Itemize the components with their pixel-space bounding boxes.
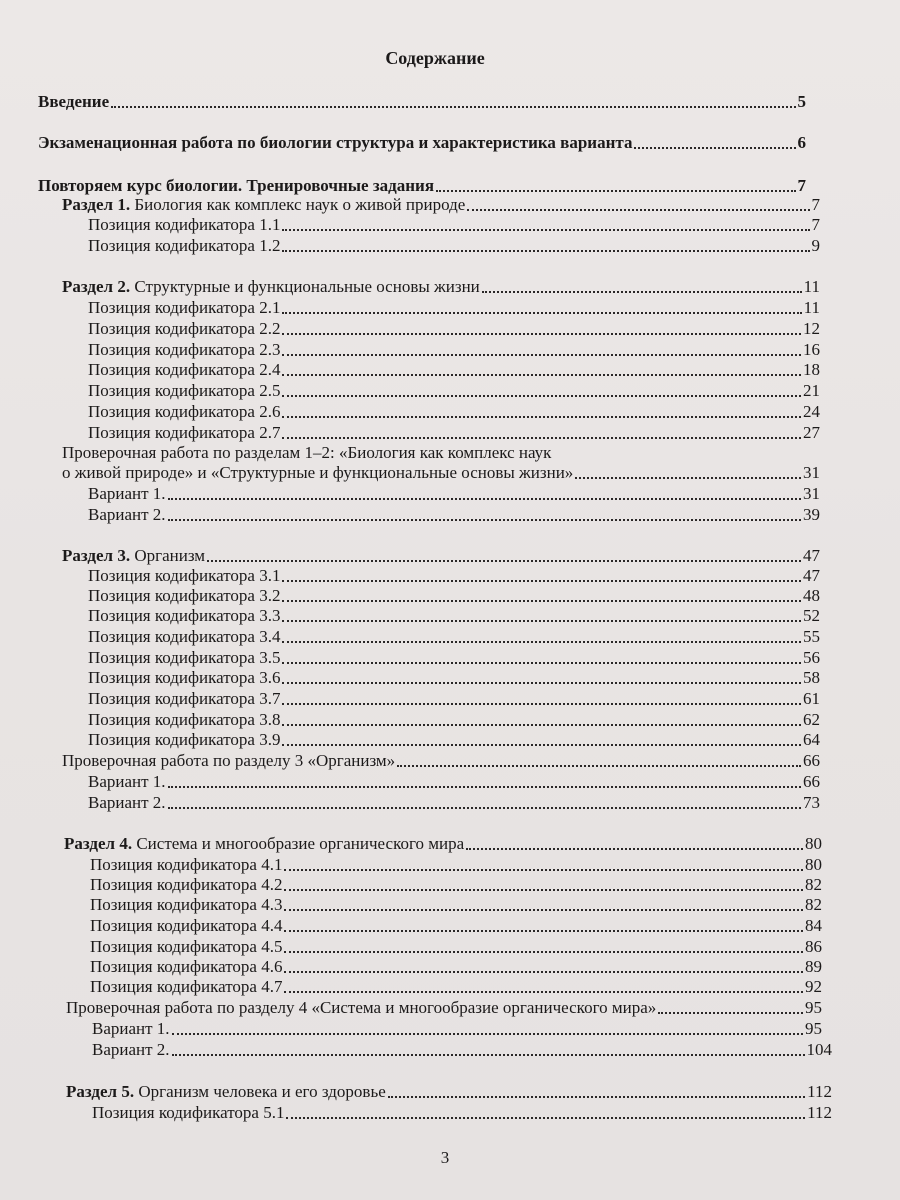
toc-page-number: 80 <box>805 855 822 874</box>
toc-page-number: 11 <box>803 298 820 317</box>
section-number: Раздел 1. <box>62 195 131 214</box>
dot-leader <box>282 229 809 231</box>
dot-leader <box>282 703 801 705</box>
toc-page-number: 82 <box>805 875 822 894</box>
toc-entry-label <box>66 1082 386 1102</box>
dot-leader <box>284 991 803 993</box>
toc-entry-text: Позиция кодификатора 4.3 <box>90 895 283 914</box>
toc-entry-label <box>90 937 282 957</box>
toc-entry <box>88 710 820 730</box>
toc-entry <box>88 730 820 750</box>
toc-page-number: 58 <box>803 668 820 687</box>
toc-entry-text: Позиция кодификатора 3.9 <box>88 730 281 749</box>
dot-leader <box>111 106 795 108</box>
dot-leader <box>388 1096 805 1098</box>
toc-page-number: 73 <box>803 793 820 812</box>
toc-entry <box>38 176 806 196</box>
toc-page-number: 31 <box>803 484 820 503</box>
toc-page-number: 92 <box>805 977 822 996</box>
toc-entry <box>90 937 822 957</box>
toc-page-number: 52 <box>803 606 820 625</box>
toc-entry <box>90 855 822 875</box>
dot-leader <box>482 291 802 293</box>
toc-page-number: 47 <box>803 566 820 585</box>
toc-entry-label <box>62 751 395 771</box>
toc-entry-text: Позиция кодификатора 3.3 <box>88 606 281 625</box>
toc-page-number: 11 <box>803 277 820 296</box>
toc-entry-text: Позиция кодификатора 3.7 <box>88 689 281 708</box>
toc-entry <box>62 443 820 463</box>
section-number: Раздел 3. <box>62 546 131 565</box>
toc-page-number: 95 <box>805 998 822 1017</box>
toc-entry-label <box>88 793 166 813</box>
dot-leader <box>282 580 801 582</box>
toc-entry-text: Экзаменационная работа по биологии структура и характеристика варианта <box>38 133 633 152</box>
toc-entry-label <box>90 875 282 895</box>
toc-entry <box>66 1082 832 1102</box>
toc-page-number: 7 <box>811 195 820 214</box>
toc-entry-text: Позиция кодификатора 4.6 <box>90 957 283 976</box>
toc-entry-label <box>62 443 551 463</box>
toc-entry <box>62 463 820 483</box>
toc-entry-label <box>62 546 205 566</box>
toc-page-number: 86 <box>805 937 822 956</box>
toc-entry <box>88 627 820 647</box>
toc-entry <box>90 895 822 915</box>
toc-entry-label <box>88 319 280 339</box>
toc-entry-label <box>92 1019 170 1039</box>
toc-entry-label <box>88 402 280 422</box>
toc-entry-label <box>88 606 280 626</box>
toc-entry-text: Позиция кодификатора 5.1 <box>92 1103 285 1122</box>
toc-page-number: 112 <box>807 1082 832 1101</box>
toc-page-number: 82 <box>805 895 822 914</box>
toc-entry-text: Вариант 2. <box>92 1040 170 1059</box>
dot-leader <box>282 395 801 397</box>
toc-entry-text: Вариант 1. <box>88 772 166 791</box>
dot-leader <box>168 498 801 500</box>
dot-leader <box>282 250 809 252</box>
toc-page-number: 56 <box>803 648 820 667</box>
toc-entry-label <box>88 627 280 647</box>
toc-entry-text: Организм <box>130 546 206 565</box>
toc-entry <box>64 834 822 854</box>
toc-entry-label <box>88 381 280 401</box>
toc-page-number: 55 <box>803 627 820 646</box>
dot-leader <box>634 147 795 149</box>
toc-entry <box>88 319 820 339</box>
toc-entry <box>88 423 820 443</box>
toc-page-number: 84 <box>805 916 822 935</box>
dot-leader <box>282 374 801 376</box>
toc-page-number: 9 <box>811 236 820 255</box>
toc-entry-label <box>90 855 282 875</box>
toc-entry-text: Вариант 1. <box>88 484 166 503</box>
toc-entry-label <box>64 834 464 854</box>
toc-entry-text: Позиция кодификатора 2.3 <box>88 340 281 359</box>
toc-entry-label <box>90 957 282 977</box>
dot-leader <box>282 620 801 622</box>
toc-entry-label <box>92 1040 170 1060</box>
toc-entry <box>62 546 820 566</box>
dot-leader <box>284 869 803 871</box>
toc-entry-text: Проверочная работа по разделу 3 «Организм» <box>62 751 396 770</box>
toc-entry-label <box>88 648 280 668</box>
toc-entry <box>88 505 820 525</box>
toc-page-number: 89 <box>805 957 822 976</box>
toc-entry-text: Позиция кодификатора 3.6 <box>88 668 281 687</box>
toc-entry-text: Позиция кодификатора 2.1 <box>88 298 281 317</box>
dot-leader <box>284 930 803 932</box>
dot-leader <box>282 312 801 314</box>
toc-entry-text: Позиция кодификатора 3.4 <box>88 627 281 646</box>
dot-leader <box>172 1033 803 1035</box>
toc-page-number: 7 <box>811 215 820 234</box>
dot-leader <box>282 641 801 643</box>
toc-entry <box>88 236 820 256</box>
toc-entry-text: Позиция кодификатора 4.2 <box>90 875 283 894</box>
toc-entry <box>62 751 820 771</box>
dot-leader <box>466 848 803 850</box>
toc-page-number: 16 <box>803 340 820 359</box>
toc-entry-label <box>62 195 465 215</box>
toc-entry-text: Позиция кодификатора 2.4 <box>88 360 281 379</box>
toc-entry-label <box>38 92 109 112</box>
toc-page-number: 6 <box>797 133 806 152</box>
section-number: Раздел 2. <box>62 277 131 296</box>
toc-entry-text: Вариант 1. <box>92 1019 170 1038</box>
toc-entry-text: Позиция кодификатора 1.2 <box>88 236 281 255</box>
toc-entry <box>88 668 820 688</box>
section-number: Раздел 4. <box>64 834 133 853</box>
toc-entry-label <box>88 423 280 443</box>
dot-leader <box>575 477 801 479</box>
dot-leader <box>284 971 803 973</box>
toc-entry <box>88 402 820 422</box>
toc-page-number: 12 <box>803 319 820 338</box>
toc-entry <box>88 689 820 709</box>
toc-entry-text: Вариант 2. <box>88 793 166 812</box>
toc-entry <box>90 916 822 936</box>
toc-entry-text: Проверочная работа по разделам 1–2: «Биология как комплекс наук <box>62 443 552 462</box>
toc-page-number: 5 <box>797 92 806 111</box>
dot-leader <box>282 662 801 664</box>
dot-leader <box>207 560 801 562</box>
toc-entry-text: Вариант 2. <box>88 505 166 524</box>
dot-leader <box>282 437 801 439</box>
toc-entry-label <box>38 176 434 196</box>
toc-entry-text: Позиция кодификатора 2.2 <box>88 319 281 338</box>
toc-entry <box>90 957 822 977</box>
dot-leader <box>467 209 809 211</box>
toc-page-number: 95 <box>805 1019 822 1038</box>
toc-page-number: 21 <box>803 381 820 400</box>
dot-leader <box>284 951 803 953</box>
toc-entry-text: Система и многообразие органического мира <box>132 834 465 853</box>
toc-entry-text: Позиция кодификатора 2.5 <box>88 381 281 400</box>
toc-entry-label <box>62 277 480 297</box>
toc-entry-text: Позиция кодификатора 1.1 <box>88 215 281 234</box>
toc-entry <box>90 977 822 997</box>
section-number: Раздел 5. <box>66 1082 135 1101</box>
toc-entry <box>92 1019 822 1039</box>
toc-entry-text: Структурные и функциональные основы жизни <box>130 277 480 296</box>
toc-entry-label <box>90 895 282 915</box>
toc-entry-text: Позиция кодификатора 4.5 <box>90 937 283 956</box>
toc-page-number: 66 <box>803 751 820 770</box>
toc-entry-label <box>66 998 656 1018</box>
toc-entry <box>88 360 820 380</box>
toc-page-number: 31 <box>803 463 820 482</box>
dot-leader <box>172 1054 805 1056</box>
toc-page-number: 64 <box>803 730 820 749</box>
toc-entry <box>88 566 820 586</box>
toc-entry-label <box>88 360 280 380</box>
toc-entry <box>88 215 820 235</box>
dot-leader <box>282 682 801 684</box>
toc-entry <box>88 298 820 318</box>
dot-leader <box>168 519 801 521</box>
dot-leader <box>168 786 801 788</box>
toc-entry-label <box>62 463 573 483</box>
dot-leader <box>282 600 801 602</box>
toc-entry <box>88 381 820 401</box>
dot-leader <box>282 744 801 746</box>
toc-page-number: 18 <box>803 360 820 379</box>
toc-entry-text: Позиция кодификатора 4.4 <box>90 916 283 935</box>
dot-leader <box>436 190 795 192</box>
toc-entry <box>62 277 820 297</box>
toc-entry-label <box>88 484 166 504</box>
toc-entry-text: Организм человека и его здоровье <box>134 1082 386 1101</box>
toc-entry-text: Позиция кодификатора 4.7 <box>90 977 283 996</box>
toc-entry-text: Позиция кодификатора 3.1 <box>88 566 281 585</box>
toc-entry-text: Биология как комплекс наук о живой природе <box>130 195 466 214</box>
toc-entry-label <box>88 566 280 586</box>
toc-entry <box>88 340 820 360</box>
toc-page-number: 62 <box>803 710 820 729</box>
toc-entry <box>88 772 820 792</box>
toc-page-number: 66 <box>803 772 820 791</box>
toc-entry <box>92 1103 832 1123</box>
toc-entry-label <box>88 730 280 750</box>
dot-leader <box>282 416 801 418</box>
toc-entry-text: Позиция кодификатора 3.5 <box>88 648 281 667</box>
dot-leader <box>168 807 801 809</box>
toc-entry-label <box>92 1103 284 1123</box>
toc-entry-text: Позиция кодификатора 2.7 <box>88 423 281 442</box>
toc-page-number: 80 <box>805 834 822 853</box>
toc-entry-label <box>88 668 280 688</box>
toc-entry <box>88 586 820 606</box>
toc-entry <box>38 92 806 112</box>
toc-entry <box>88 793 820 813</box>
toc-entry <box>62 195 820 215</box>
toc-entry <box>38 133 806 153</box>
page-number: 3 <box>440 1148 450 1167</box>
dot-leader <box>284 889 803 891</box>
toc-entry-label <box>88 772 166 792</box>
toc-page-number: 61 <box>803 689 820 708</box>
toc-entry <box>88 606 820 626</box>
toc-entry-label <box>88 298 280 318</box>
toc-entry-label <box>88 689 280 709</box>
toc-entry-label <box>88 586 280 606</box>
toc-page-number: 24 <box>803 402 820 421</box>
toc-entry-label <box>88 710 280 730</box>
toc-page-number: 112 <box>807 1103 832 1122</box>
dot-leader <box>282 333 801 335</box>
toc-page-number: 39 <box>803 505 820 524</box>
toc-page-number: 104 <box>806 1040 832 1059</box>
toc-page-number: 7 <box>797 176 806 195</box>
dot-leader <box>658 1012 803 1014</box>
toc-entry-label <box>90 916 282 936</box>
toc-entry <box>90 875 822 895</box>
toc-entry-label <box>88 340 280 360</box>
toc-entry <box>66 998 822 1018</box>
toc-entry <box>88 648 820 668</box>
toc-entry-text: Проверочная работа по разделу 4 «Система и многообразие органического мира» <box>66 998 657 1017</box>
toc-entry-text: Позиция кодификатора 2.6 <box>88 402 281 421</box>
dot-leader <box>397 765 801 767</box>
toc-entry-label <box>88 215 280 235</box>
toc-entry <box>88 484 820 504</box>
toc-entry <box>92 1040 832 1060</box>
page-title: Содержание <box>385 48 485 68</box>
toc-entry-label <box>90 977 282 997</box>
toc-page-number: 47 <box>803 546 820 565</box>
toc-entry-text: Позиция кодификатора 3.2 <box>88 586 281 605</box>
toc-entry-text: о живой природе» и «Структурные и функциональные основы жизни» <box>62 463 574 482</box>
dot-leader <box>282 724 801 726</box>
toc-entry-text: Повторяем курс биологии. Тренировочные задания <box>38 176 435 195</box>
toc-entry-label <box>88 236 280 256</box>
dot-leader <box>286 1117 805 1119</box>
toc-entry-text: Позиция кодификатора 4.1 <box>90 855 283 874</box>
toc-page-number: 48 <box>803 586 820 605</box>
dot-leader <box>284 909 803 911</box>
toc-page-number: 27 <box>803 423 820 442</box>
toc-entry-label <box>38 133 632 153</box>
toc-entry-text: Введение <box>38 92 110 111</box>
toc-entry-label <box>88 505 166 525</box>
dot-leader <box>282 354 801 356</box>
toc-entry-text: Позиция кодификатора 3.8 <box>88 710 281 729</box>
